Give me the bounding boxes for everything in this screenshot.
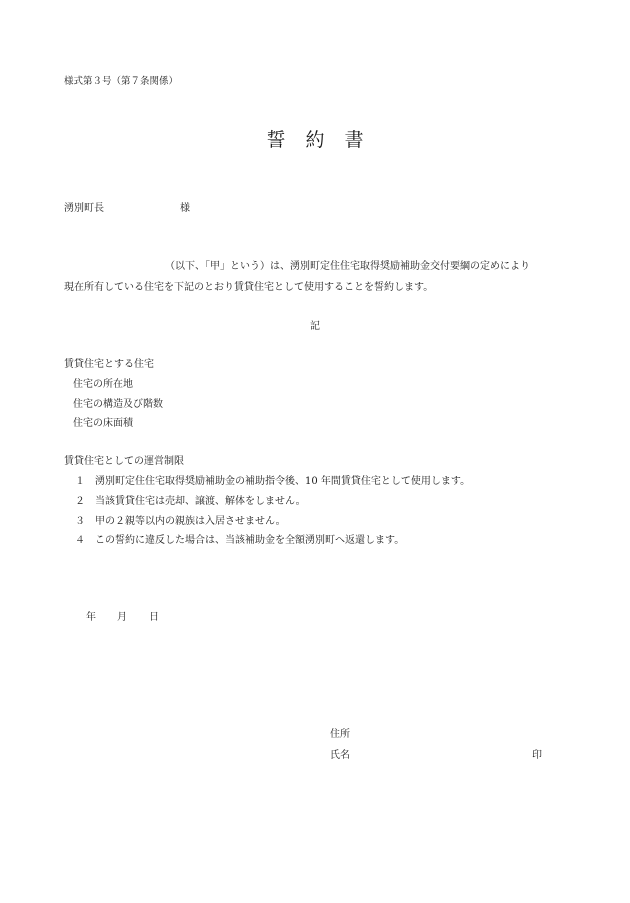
section-1-item-location: 住宅の所在地 [73, 379, 133, 390]
addressee-honorific: 様 [180, 203, 190, 214]
address-label: 住所 [330, 729, 350, 740]
rule-text: この誓約に違反した場合は、当該補助金を全額湧別町へ返還します。 [95, 535, 405, 546]
title-char: 誓 [266, 129, 286, 151]
rule-text: 甲の２親等以内の親族は入居させません。 [95, 516, 286, 527]
ki-heading: 記 [310, 321, 320, 332]
rule-text: 当該賃貸住宅は売却、譲渡、解体をしません。 [95, 496, 306, 507]
section-2-heading: 賃貸住宅としての運営制限 [64, 456, 184, 467]
section-1-item-structure: 住宅の構造及び階数 [73, 399, 163, 410]
form-number: 様式第３号（第７条関係） [64, 76, 179, 87]
section-1-heading: 賃貸住宅とする住宅 [64, 359, 154, 370]
body-line-2: 現在所有している住宅を下記のとおり賃貸住宅として使用することを誓約します。 [64, 282, 434, 293]
rule-number: １ [75, 476, 85, 487]
body-line-1: （以下、「甲」という）は、湧別町定住住宅取得奨励補助金交付要綱の定めにより [165, 261, 530, 272]
title-char: 書 [344, 129, 364, 151]
date-year-label: 年 [86, 612, 96, 623]
name-label: 氏名 [330, 750, 350, 761]
rule-text: 湧別町定住住宅取得奨励補助金の補助指令後、10 年間賃貸住宅として使用します。 [95, 476, 471, 487]
addressee-name: 湧別町長 [64, 203, 104, 214]
page-title [0, 127, 630, 153]
rule-number: ４ [75, 535, 85, 546]
rule-number: ２ [75, 496, 85, 507]
seal-mark: 印 [532, 750, 542, 761]
date-month-label: 月 [117, 612, 127, 623]
date-day-label: 日 [149, 612, 159, 623]
title-char: 約 [305, 129, 325, 151]
section-1-item-floor-area: 住宅の床面積 [73, 418, 133, 429]
rule-number: ３ [75, 516, 85, 527]
